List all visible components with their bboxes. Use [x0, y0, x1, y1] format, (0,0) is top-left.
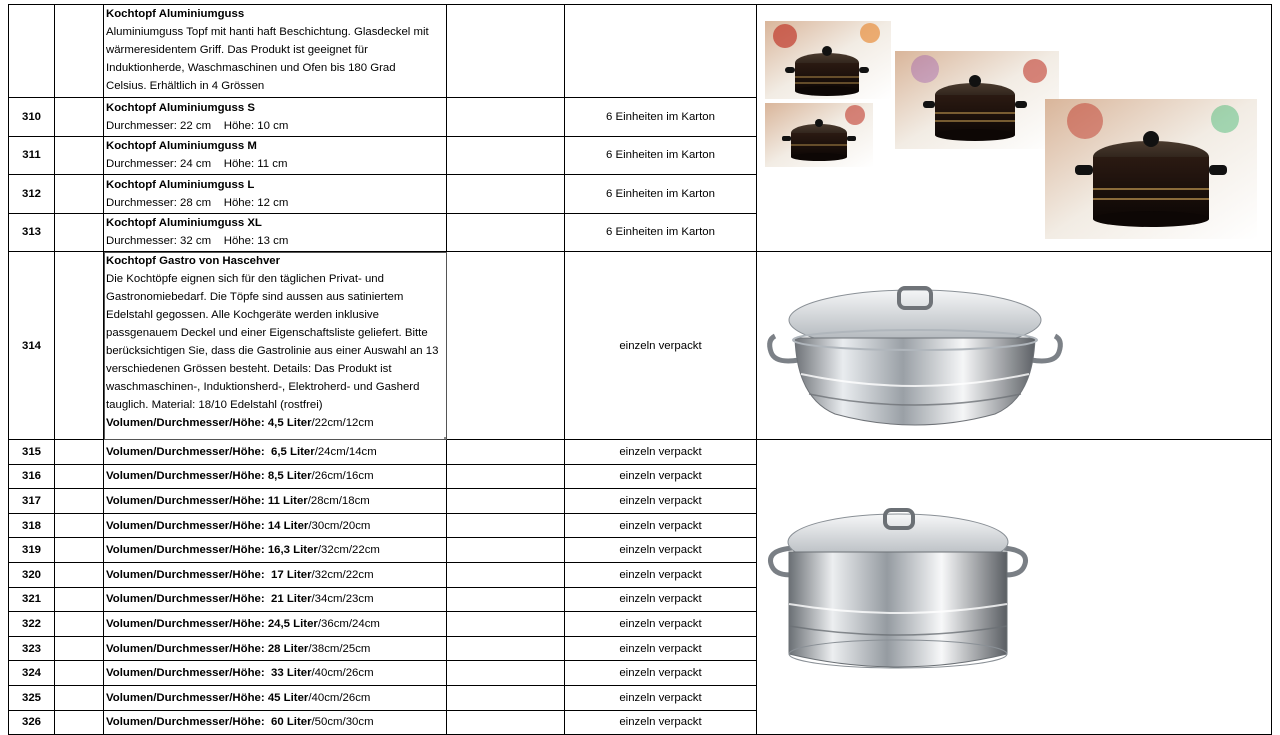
row-number-cell[interactable]: 315 [9, 440, 55, 465]
volume-dims: /30cm/20cm [308, 519, 371, 532]
row-number-cell[interactable] [9, 5, 55, 98]
product-dimensions: Durchmesser: 22 cm Höhe: 10 cm [106, 119, 289, 132]
volume-dims: /26cm/16cm [311, 470, 374, 483]
table-row[interactable] [9, 440, 1272, 465]
empty-cell[interactable] [447, 98, 565, 136]
volume-label: Volumen/Durchmesser/Höhe: 14 Liter [106, 519, 309, 532]
volume-cell[interactable] [104, 661, 447, 686]
description-line: tauglich. Material: 18/10 Edelstahl (rostfrei) [106, 399, 323, 411]
description-line: Induktionherde, Waschmaschinen und Ofen bis 180 Grad [106, 62, 396, 74]
blank-cell[interactable] [55, 538, 104, 563]
volume-label: Volumen/Durchmesser/Höhe: 6,5 Liter [106, 445, 315, 458]
blank-cell[interactable] [55, 636, 104, 661]
volume-label: Volumen/Durchmesser/Höhe: 16,3 Liter [106, 544, 318, 557]
volume-cell[interactable] [104, 612, 447, 637]
packaging-cell[interactable]: einzeln verpackt [565, 685, 757, 710]
volume-cell[interactable] [104, 636, 447, 661]
stainless-pot-icon [759, 252, 1269, 433]
description-line: passgenauem Deckel und einer Eigenschaftsliste geliefert. Bitte [106, 327, 428, 339]
description-line: Celsius. Erhältlich in 4 Grössen [106, 80, 265, 92]
blank-cell[interactable] [55, 464, 104, 489]
description-cell[interactable] [104, 136, 447, 174]
volume-cell[interactable] [104, 587, 447, 612]
description-line: Gastronomiebedarf. Die Töpfe sind aussen aus satiniertem [106, 291, 404, 303]
black-pots-icon [759, 5, 1269, 245]
row-number-cell[interactable]: 324 [9, 661, 55, 686]
image-cell[interactable] [757, 440, 1272, 735]
spreadsheet [8, 4, 1272, 735]
volume-label: Volumen/Durchmesser/Höhe: 33 Liter [106, 667, 312, 680]
description-cell[interactable] [104, 98, 447, 136]
empty-cell[interactable] [447, 636, 565, 661]
volume-cell[interactable] [104, 710, 447, 735]
packaging-cell[interactable]: einzeln verpackt [565, 587, 757, 612]
blank-cell[interactable] [55, 612, 104, 637]
empty-cell[interactable] [447, 710, 565, 735]
row-number-cell[interactable]: 316 [9, 464, 55, 489]
volume-dims: /32cm/22cm [317, 544, 380, 557]
row-number-cell[interactable]: 317 [9, 489, 55, 514]
row-number-cell[interactable]: 325 [9, 685, 55, 710]
volume-dims: /40cm/26cm [311, 667, 374, 680]
volume-dims: /50cm/30cm [311, 716, 374, 729]
packaging-cell[interactable]: 6 Einheiten im Karton [565, 98, 757, 136]
volume-dims: /24cm/14cm [314, 445, 377, 458]
row-number-cell[interactable]: 313 [9, 213, 55, 251]
volume-label: Volumen/Durchmesser/Höhe: 17 Liter [106, 568, 312, 581]
volume-cell[interactable] [104, 538, 447, 563]
volume-cell[interactable] [104, 489, 447, 514]
empty-cell[interactable] [447, 685, 565, 710]
volume-dims: /32cm/22cm [311, 568, 374, 581]
blank-cell[interactable] [55, 175, 104, 213]
row-number-cell[interactable]: 319 [9, 538, 55, 563]
blank-cell[interactable] [55, 136, 104, 174]
volume-dims: /38cm/25cm [308, 642, 371, 655]
description-line: Edelstahl gegossen. Alle Kochgeräte werden inklusive [106, 309, 379, 321]
description-line: berücksichtigen Sie, dass die Gastrolinie aus einer Auswahl an 13 [106, 345, 439, 357]
product-title: Kochtopf Aluminiumguss L [106, 178, 255, 191]
volume-dims: /36cm/24cm [317, 617, 380, 630]
empty-cell[interactable] [565, 5, 757, 98]
volume-dims: /34cm/23cm [311, 593, 374, 606]
product-dimensions: Durchmesser: 32 cm Höhe: 13 cm [106, 235, 289, 248]
volume-label: Volumen/Durchmesser/Höhe: 4,5 Liter [106, 417, 312, 429]
product-title: Kochtopf Aluminiumguss M [106, 140, 257, 153]
packaging-cell[interactable]: einzeln verpackt [565, 464, 757, 489]
blank-cell[interactable] [55, 513, 104, 538]
empty-cell[interactable] [447, 252, 565, 440]
empty-cell[interactable] [447, 440, 565, 465]
empty-cell[interactable] [447, 136, 565, 174]
volume-label: Volumen/Durchmesser/Höhe: 21 Liter [106, 593, 312, 606]
empty-cell[interactable] [447, 513, 565, 538]
product-title: Kochtopf Aluminiumguss [106, 8, 245, 20]
image-cell[interactable] [757, 5, 1272, 252]
row-number-cell[interactable]: 310 [9, 98, 55, 136]
packaging-cell[interactable]: einzeln verpackt [565, 636, 757, 661]
blank-cell[interactable] [55, 710, 104, 735]
description-line: Die Kochtöpfe eignen sich für den täglichen Privat- und [106, 273, 384, 285]
volume-cell[interactable] [104, 685, 447, 710]
packaging-cell[interactable]: einzeln verpackt [565, 562, 757, 587]
blank-cell[interactable] [55, 587, 104, 612]
description-cell-selected[interactable] [104, 252, 447, 440]
description-cell[interactable] [104, 5, 447, 98]
volume-label: Volumen/Durchmesser/Höhe: 28 Liter [106, 642, 309, 655]
empty-cell[interactable] [447, 5, 565, 98]
row-number-cell[interactable]: 318 [9, 513, 55, 538]
stainless-stockpot-icon [759, 484, 1269, 684]
volume-label: Volumen/Durchmesser/Höhe: 24,5 Liter [106, 617, 318, 630]
row-number-cell[interactable]: 321 [9, 587, 55, 612]
product-dimensions: Durchmesser: 24 cm Höhe: 11 cm [106, 158, 288, 171]
empty-cell[interactable] [447, 464, 565, 489]
row-number-cell[interactable]: 311 [9, 136, 55, 174]
description-line: waschmaschinen-, Induktionsherd-, Elektroherd- und Gasherd [106, 381, 420, 393]
volume-cell[interactable] [104, 513, 447, 538]
packaging-cell[interactable]: einzeln verpackt [565, 710, 757, 735]
blank-cell[interactable] [55, 5, 104, 98]
table-row[interactable] [9, 5, 1272, 98]
resize-handle[interactable] [443, 436, 447, 440]
empty-cell[interactable] [447, 489, 565, 514]
empty-cell[interactable] [447, 612, 565, 637]
product-title: Kochtopf Aluminiumguss S [106, 101, 255, 114]
description-line: Aluminiumguss Topf mit hanti haft Beschichtung. Glasdeckel mit [106, 26, 429, 38]
packaging-cell[interactable]: 6 Einheiten im Karton [565, 213, 757, 251]
image-cell[interactable] [757, 252, 1272, 440]
empty-cell[interactable] [447, 661, 565, 686]
packaging-cell[interactable]: einzeln verpackt [565, 440, 757, 465]
blank-cell[interactable] [55, 562, 104, 587]
row-number-cell[interactable]: 326 [9, 710, 55, 735]
row-number-cell[interactable]: 314 [9, 252, 55, 440]
product-table [8, 4, 1272, 735]
packaging-cell[interactable]: 6 Einheiten im Karton [565, 175, 757, 213]
empty-cell[interactable] [447, 213, 565, 251]
product-dimensions: Durchmesser: 28 cm Höhe: 12 cm [106, 196, 289, 209]
description-line: wärmeresidentem Griff. Das Produkt ist geeignet für [106, 44, 368, 56]
row-number-cell[interactable]: 322 [9, 612, 55, 637]
volume-spec [106, 414, 444, 432]
blank-cell[interactable] [55, 440, 104, 465]
empty-cell[interactable] [447, 562, 565, 587]
row-number-cell[interactable]: 320 [9, 562, 55, 587]
table-row[interactable] [9, 252, 1272, 440]
blank-cell[interactable] [55, 252, 104, 440]
packaging-cell[interactable]: einzeln verpackt [565, 661, 757, 686]
volume-dims: /28cm/18cm [307, 494, 370, 507]
empty-cell[interactable] [447, 587, 565, 612]
product-title: Kochtopf Aluminiumguss XL [106, 217, 262, 230]
packaging-cell[interactable]: 6 Einheiten im Karton [565, 136, 757, 174]
packaging-cell[interactable]: einzeln verpackt [565, 612, 757, 637]
volume-cell[interactable] [104, 464, 447, 489]
volume-label: Volumen/Durchmesser/Höhe: 60 Liter [106, 716, 312, 729]
volume-label: Volumen/Durchmesser/Höhe: 45 Liter [106, 691, 309, 704]
volume-cell[interactable] [104, 562, 447, 587]
packaging-cell[interactable]: einzeln verpackt [565, 252, 757, 440]
packaging-cell[interactable]: einzeln verpackt [565, 489, 757, 514]
description-cell[interactable] [104, 175, 447, 213]
black-pots-photo [759, 5, 1269, 251]
volume-dims: /22cm/12cm [311, 417, 374, 429]
volume-dims: /40cm/26cm [308, 691, 371, 704]
description-line: verschiedenen Grössen besteht. Details: Das Produkt ist [106, 363, 392, 375]
packaging-cell[interactable]: einzeln verpackt [565, 513, 757, 538]
row-number-cell[interactable]: 323 [9, 636, 55, 661]
empty-cell[interactable] [447, 175, 565, 213]
blank-cell[interactable] [55, 661, 104, 686]
description-cell[interactable] [104, 213, 447, 251]
row-number-cell[interactable]: 312 [9, 175, 55, 213]
empty-cell[interactable] [447, 538, 565, 563]
blank-cell[interactable] [55, 98, 104, 136]
blank-cell[interactable] [55, 213, 104, 251]
packaging-cell[interactable]: einzeln verpackt [565, 538, 757, 563]
volume-label: Volumen/Durchmesser/Höhe: 8,5 Liter [106, 470, 312, 483]
volume-label: Volumen/Durchmesser/Höhe: 11 Liter [106, 494, 308, 507]
product-title: Kochtopf Gastro von Hascehver [106, 255, 281, 267]
blank-cell[interactable] [55, 685, 104, 710]
volume-cell[interactable] [104, 440, 447, 465]
blank-cell[interactable] [55, 489, 104, 514]
